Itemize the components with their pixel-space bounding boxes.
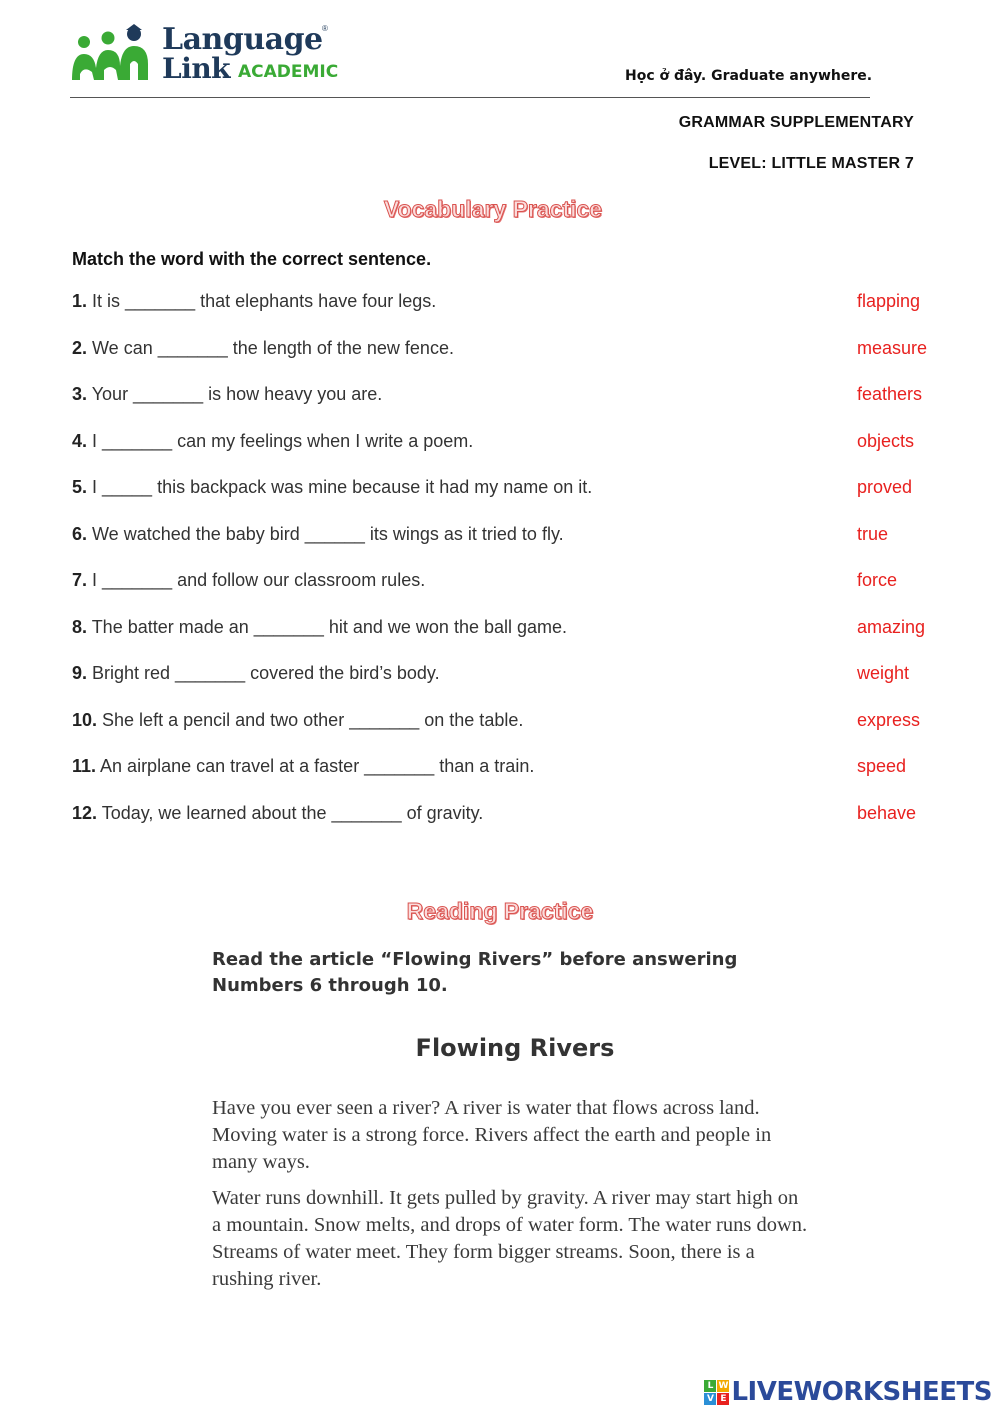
- word-option[interactable]: force: [857, 570, 898, 590]
- word-option[interactable]: measure: [857, 337, 928, 358]
- word-option[interactable]: feathers: [857, 384, 923, 404]
- question-text: I _______ and follow our classroom rules.: [87, 570, 426, 590]
- question-row: [72, 803, 483, 824]
- question-text: Bright red _______ covered the bird’s body.: [87, 663, 440, 683]
- logo-wordmark-link: Link: [162, 52, 231, 85]
- liveworksheets-wordmark: LIVEWORKSHEETS: [731, 1377, 992, 1407]
- vocab-instruction: Match the word with the correct sentence.: [72, 249, 432, 269]
- article-paragraph-1: Have you ever seen a river? A river is water that flows across land. Moving water is a strong force. Rivers affect the earth and people in many ways.: [212, 1097, 772, 1173]
- grid-letter-w: W: [718, 1380, 729, 1391]
- vocabulary-practice-title: Vocabulary Practice: [383, 196, 603, 222]
- word-option[interactable]: proved: [857, 477, 913, 497]
- question-number: 7.: [72, 570, 88, 590]
- reading-instruction-line1: Read the article “Flowing Rivers” before answering: [212, 949, 738, 970]
- word-option[interactable]: flapping: [857, 291, 921, 311]
- question-text: I _____ this backpack was mine because it had my name on it.: [87, 477, 593, 497]
- question-text: She left a pencil and two other _______ on the table.: [97, 709, 524, 730]
- question-number: 4.: [72, 430, 88, 451]
- question-text: An airplane can travel at a faster _______ than a train.: [96, 756, 535, 776]
- logo-wordmark-academic: ACADEMIC: [238, 62, 339, 82]
- question-number: 10.: [72, 709, 98, 730]
- word-option[interactable]: weight: [857, 663, 910, 683]
- question-number: 6.: [72, 523, 88, 544]
- word-option[interactable]: express: [857, 709, 921, 730]
- question-row: [72, 477, 592, 498]
- article-paragraph-2: Water runs downhill. It gets pulled by gravity. A river may start high on a mountain. Snow melts, and drops of water form. The water runs down. Streams of water meet. They form bigger streams. Soon, there is a rushing river.: [212, 1187, 808, 1290]
- question-row: [72, 524, 564, 545]
- question-text: I _______ can my feelings when I write a poem.: [87, 430, 474, 451]
- question-number: 8.: [72, 616, 88, 637]
- question-number: 3.: [72, 384, 88, 404]
- reading-instruction-line2: Numbers 6 through 10.: [212, 975, 448, 996]
- reading-practice-title: Reading Practice: [406, 898, 594, 924]
- question-number: 11.: [72, 756, 97, 776]
- question-row: [72, 338, 454, 359]
- liveworksheets-logo[interactable]: [704, 1377, 992, 1407]
- question-number: 12.: [72, 802, 98, 823]
- grammar-supplementary-label: GRAMMAR SUPPLEMENTARY: [678, 114, 914, 131]
- question-row: [72, 617, 567, 638]
- tagline: Học ở đây. Graduate anywhere.: [625, 68, 873, 84]
- grid-letter-v: V: [704, 1393, 716, 1405]
- question-text: We watched the baby bird ______ its wings as it tried to fly.: [87, 523, 564, 544]
- word-option[interactable]: true: [857, 523, 889, 544]
- question-row: [72, 663, 440, 684]
- article-title: Flowing Rivers: [415, 1034, 615, 1062]
- header-divider: [70, 97, 870, 98]
- logo-wordmark-language: Language: [162, 22, 323, 57]
- question-text: Today, we learned about the _______ of gravity.: [97, 802, 484, 823]
- question-text: We can _______ the length of the new fence.: [87, 337, 454, 358]
- language-link-logo: [70, 22, 340, 84]
- question-text: The batter made an _______ hit and we won the ball game.: [87, 616, 568, 637]
- word-option[interactable]: amazing: [857, 616, 926, 637]
- people-logo-icon: [70, 24, 162, 84]
- word-option[interactable]: objects: [857, 430, 915, 451]
- word-option[interactable]: speed: [857, 756, 907, 776]
- question-number: 5.: [72, 477, 88, 497]
- grid-letter-l: L: [704, 1380, 716, 1392]
- question-row: [72, 710, 523, 731]
- registered-mark: ®: [322, 24, 328, 33]
- level-label: LEVEL: LITTLE MASTER 7: [708, 155, 914, 172]
- question-text: It is _______ that elephants have four legs.: [87, 291, 437, 311]
- reading-instruction: [212, 947, 772, 999]
- question-row: [72, 431, 473, 452]
- question-row: [72, 570, 425, 591]
- liveworksheets-grid-icon: [704, 1380, 729, 1405]
- grid-letter-e: E: [717, 1393, 729, 1405]
- question-text: Your _______ is how heavy you are.: [87, 384, 383, 404]
- question-number: 9.: [72, 663, 88, 683]
- word-option[interactable]: behave: [857, 802, 917, 823]
- question-row: [72, 756, 534, 777]
- question-row: [72, 384, 382, 405]
- question-number: 2.: [72, 337, 88, 358]
- question-row: [72, 291, 436, 312]
- question-number: 1.: [72, 291, 88, 311]
